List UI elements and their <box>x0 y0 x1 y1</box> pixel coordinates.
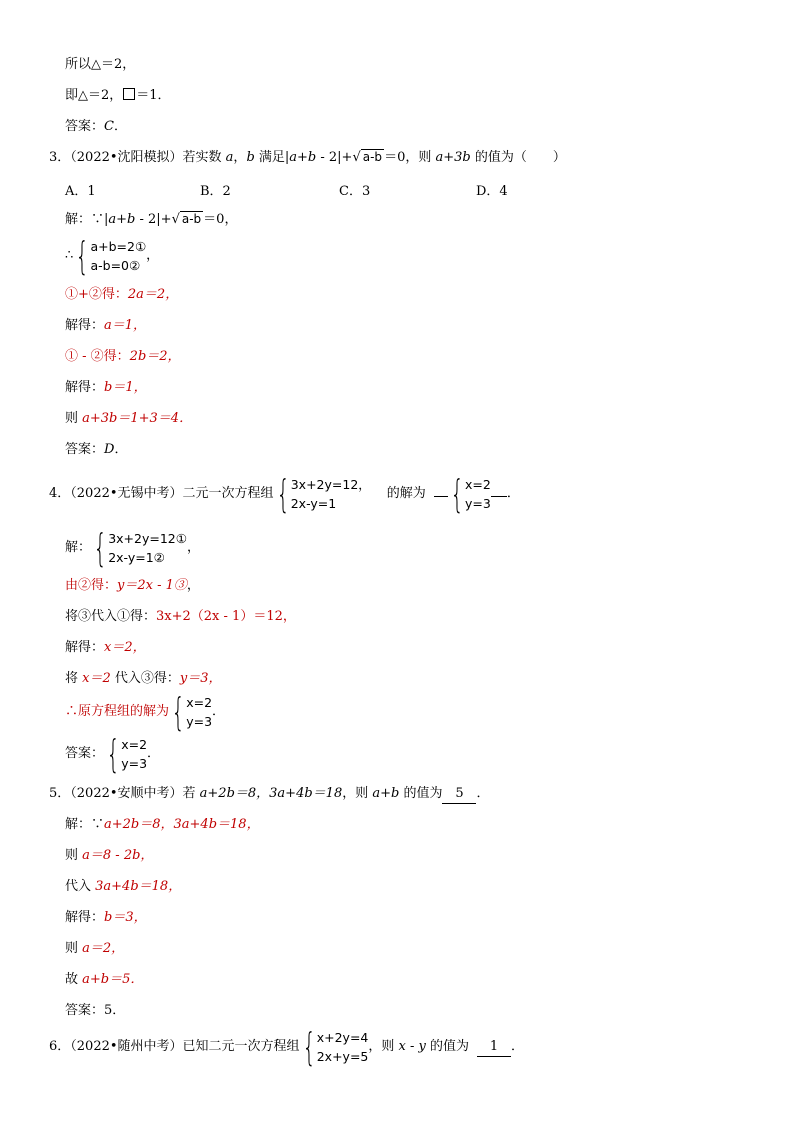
solution-line <box>65 379 147 397</box>
option-b: B．2 <box>200 184 231 199</box>
text: ， <box>233 150 247 165</box>
equation: y=3 <box>121 755 148 771</box>
answer-blank <box>491 496 507 497</box>
text: 代入③得： <box>110 671 180 686</box>
math-expr: a+2b＝8，3a+4b＝18， <box>104 817 260 832</box>
answer-blank: 5 <box>442 785 476 804</box>
brace-icon: { <box>106 731 120 776</box>
answer-system <box>104 731 148 776</box>
text: ① - ②得： <box>65 349 130 364</box>
math-expr: a+b＝5． <box>82 972 144 987</box>
text: ， <box>186 540 200 555</box>
text: ． <box>511 1039 525 1054</box>
text: ，则 <box>342 786 373 801</box>
solution-line <box>65 689 226 734</box>
text: ． <box>114 442 128 457</box>
question-5-stem <box>49 785 489 803</box>
text: 答案： <box>65 119 105 134</box>
text: 解： <box>65 540 92 555</box>
text: 将 <box>65 671 83 686</box>
math-expr: b＝3， <box>104 910 147 925</box>
solution-line <box>65 847 153 865</box>
answer-system <box>448 471 491 516</box>
text: 则 <box>65 848 83 863</box>
sqrt-icon: √ <box>171 212 180 227</box>
equation-system <box>274 471 371 516</box>
math-expr: a-b <box>181 212 202 226</box>
solution-line <box>65 878 181 896</box>
equation: a+b=2① <box>90 238 147 254</box>
solution-line <box>65 317 146 335</box>
answer-line <box>65 731 161 776</box>
question-6-stem <box>49 1025 524 1069</box>
brace-icon: { <box>275 471 290 516</box>
text: 6．（2022•随州中考）已知二元一次方程组 <box>49 1039 300 1054</box>
text: - 2|+ <box>316 150 353 165</box>
equation: 3x+2y=12， <box>290 476 371 492</box>
text: ∴原方程组的解为 <box>65 704 170 719</box>
brace-icon: { <box>301 1024 316 1069</box>
text: 解得： <box>65 318 105 333</box>
square-symbol-icon <box>123 88 135 100</box>
math-expr: 3x+2（2x - 1）＝12， <box>156 609 296 624</box>
question-4-stem <box>49 472 520 516</box>
option-a: A．1 <box>65 184 96 199</box>
text: 故 <box>65 972 83 987</box>
math-expr: x＝2， <box>104 640 146 655</box>
equation: 2x+y=5 <box>316 1048 369 1064</box>
solution-line <box>65 670 222 688</box>
brace-icon: { <box>75 233 90 278</box>
solution-line <box>65 608 296 626</box>
equation-system <box>73 233 147 278</box>
math-expr: 2a＝2， <box>127 287 179 302</box>
equation: a-b=0② <box>90 257 141 273</box>
text: 由②得： <box>65 578 118 593</box>
math-expr: 2b＝2， <box>129 349 181 364</box>
text: ． <box>476 786 490 801</box>
option-c: C．3 <box>339 184 371 199</box>
math-var: a <box>225 150 234 165</box>
solution-line <box>65 816 260 834</box>
math-expr: 3a+4b＝18， <box>95 879 182 894</box>
answer-value: D <box>104 442 115 457</box>
text: 解得： <box>65 380 105 395</box>
math-expr: a+3b＝1+3＝4． <box>82 411 193 426</box>
text: 解：∵ <box>65 817 105 832</box>
equation: x=2 <box>121 736 148 752</box>
math-expr: a＝8 - 2b， <box>82 848 154 863</box>
brace-icon: { <box>450 471 464 516</box>
equation-system <box>169 689 213 734</box>
solution-line <box>65 577 200 595</box>
math-expr: x - y <box>398 1039 426 1054</box>
solution-line <box>65 211 237 229</box>
equation-system <box>300 1024 369 1069</box>
math-expr: a＝1， <box>104 318 147 333</box>
answer-line <box>65 118 127 136</box>
text: ． <box>147 746 161 761</box>
text: 解：∵| <box>65 212 109 227</box>
question-3-stem <box>49 149 566 167</box>
math-expr: y＝3， <box>179 671 222 686</box>
text: 所以△＝2， <box>65 57 136 72</box>
equation: x=2 <box>186 694 213 710</box>
text: - 2|+ <box>135 212 172 227</box>
math-expr: a＝2， <box>82 941 125 956</box>
text: 答案： <box>65 442 105 457</box>
text: 5．（2022•安顺中考）若 <box>49 786 200 801</box>
option-d: D．4 <box>476 184 508 199</box>
text: ①+②得： <box>65 287 128 302</box>
solution-line <box>65 909 147 927</box>
text: 的值为 <box>425 1039 469 1054</box>
text: 4．（2022•无锡中考）二元一次方程组 <box>49 486 274 501</box>
equation-system-line <box>65 233 160 278</box>
text: 解得： <box>65 640 105 655</box>
equation: y=3 <box>464 495 491 511</box>
text: 的解为 <box>386 486 426 501</box>
solution-line <box>65 286 178 304</box>
equation: y=3 <box>186 713 213 729</box>
equation-system-line <box>65 525 200 570</box>
sqrt-icon: √ <box>352 150 361 165</box>
solution-line <box>65 639 146 657</box>
solution-line <box>65 410 192 428</box>
math-expr: a+b <box>372 786 400 801</box>
text: 将③代入①得： <box>65 609 157 624</box>
text: 则 <box>65 941 83 956</box>
text: 答案： <box>65 746 105 761</box>
text: ． <box>113 119 127 134</box>
solution-line <box>65 971 143 989</box>
text: 的值为（ ） <box>470 150 566 165</box>
math-expr: a+b <box>108 212 136 227</box>
text: ． <box>212 704 226 719</box>
math-expr: x＝2 <box>82 671 111 686</box>
text: ， <box>146 248 160 263</box>
text: 的值为 <box>399 786 443 801</box>
brace-icon: { <box>171 689 185 734</box>
math-var: b <box>246 150 255 165</box>
text: 代入 <box>65 879 96 894</box>
answer-value: C <box>104 119 114 134</box>
text: 满足| <box>254 150 290 165</box>
text: ＝0，则 <box>384 150 436 165</box>
equation: x=2 <box>464 476 491 492</box>
text-line <box>65 87 171 105</box>
text: ＝1． <box>136 88 171 103</box>
answer-line <box>65 441 127 459</box>
text: 答案：5． <box>65 1003 126 1018</box>
answer-blank: 1 <box>477 1038 511 1057</box>
solution-line <box>65 348 181 366</box>
text: ． <box>506 486 520 501</box>
math-expr: a+2b＝8，3a+4b＝18 <box>199 786 343 801</box>
equation: 2x-y=1 <box>290 495 337 511</box>
answer-line <box>65 1002 125 1020</box>
text: ＝0， <box>203 212 238 227</box>
math-expr: y＝2x - 1③ <box>117 578 187 593</box>
text: 3．（2022•沈阳模拟）若实数 <box>49 150 226 165</box>
text-line <box>65 56 135 74</box>
answer-blank <box>434 496 448 497</box>
text: 解得： <box>65 910 105 925</box>
text: ∴ <box>65 248 74 263</box>
text: ， <box>186 578 200 593</box>
math-expr: a+b <box>289 150 317 165</box>
equation: 3x+2y=12① <box>108 530 187 546</box>
text: 则 <box>65 411 83 426</box>
math-expr: a+3b <box>435 150 471 165</box>
text: 即△＝2， <box>65 88 123 103</box>
equation-system <box>91 525 187 570</box>
equation: x+2y=4 <box>316 1029 369 1045</box>
equation: 2x-y=1② <box>108 549 165 565</box>
text: ，则 <box>368 1039 399 1054</box>
math-expr: a-b <box>362 150 383 164</box>
brace-icon: { <box>93 525 107 570</box>
solution-line <box>65 940 124 958</box>
math-expr: b＝1， <box>104 380 147 395</box>
